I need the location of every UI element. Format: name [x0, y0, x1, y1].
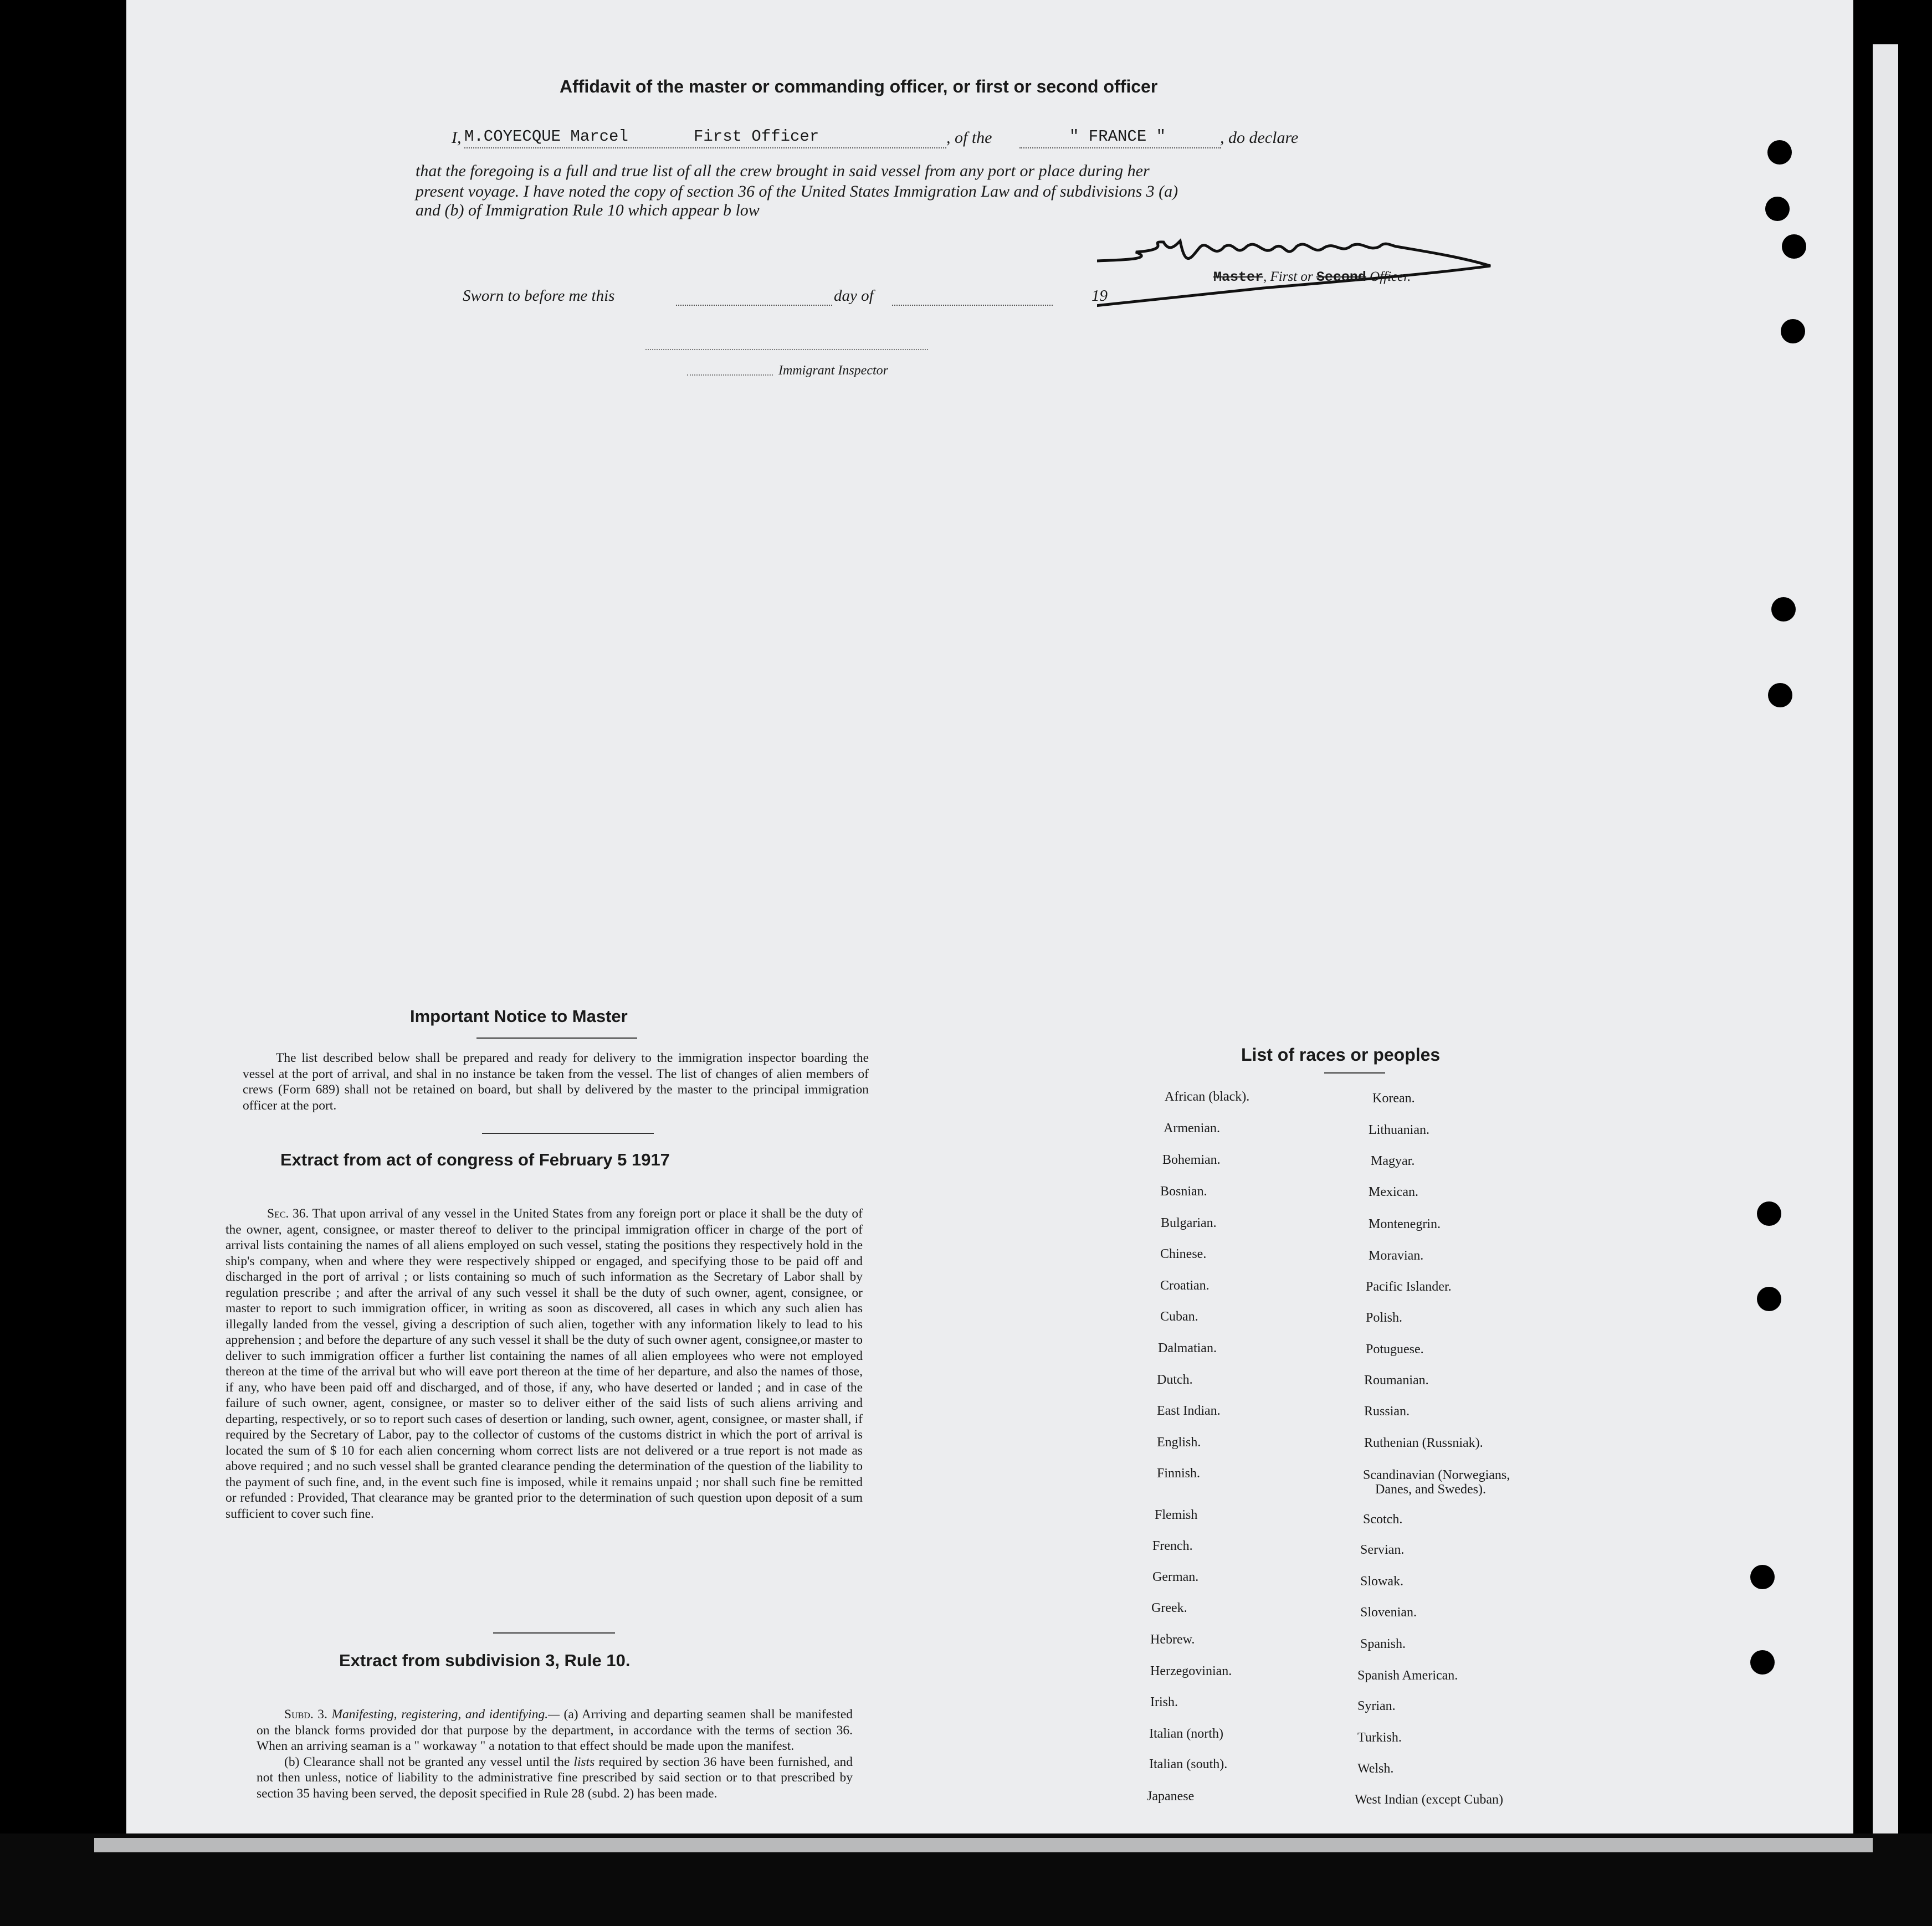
section-36-label: Sec. 36. [267, 1206, 309, 1221]
race-item: Polish. [1366, 1311, 1403, 1325]
race-item: Russian. [1364, 1404, 1410, 1419]
race-item: Irish. [1150, 1695, 1178, 1709]
race-item: Spanish American. [1357, 1668, 1458, 1683]
punch-hole [1771, 597, 1796, 622]
subd-para-b-prefix: (b) Clearance shall not be granted any vessel until the [284, 1754, 570, 1769]
sworn-year: 19 [1091, 287, 1108, 305]
do-declare-label: , do declare [1220, 129, 1299, 147]
race-item: Armenian. [1164, 1121, 1220, 1136]
inspector-label: Immigrant Inspector [778, 363, 888, 378]
subd-para-b-lists: lists [573, 1754, 595, 1769]
rule-10-para-b [257, 1754, 853, 1802]
race-item: Spanish. [1360, 1637, 1406, 1651]
punch-hole [1757, 1201, 1781, 1226]
sworn-day-label: day of [834, 287, 874, 305]
section-36-body: That upon arrival of any vessel in the United States from any foreign port or place it shall be the duty of the owner, agent, consignee, or master thereof to deliver to the principal immigration officer in charge of the port of arrival lists containing the names of all aliens employed on such vessel, stating the positions they respectively hold in the ship's company, when and where they were respectively shipped or engaged, and specifying those to be paid off and discharged in the port of arrival ; or lists containing so much of such information as the Secretary of Labor shall by regulation prescribe ; and after the arrival of any such vessel it shall be the duty of such owner, agent, consignee, or master to report to such immigration officer, in writing as soon as discovered, all cases in which any such alien has illegally landed from the vessel, giving a description of such alien, together with any information likely to lead to his apprehension ; and before the departure of any such vessel it shall be the duty of such owner agent, consignee,or master to deliver to such immigration officer a further list containing the names of all alien employees who were not employed thereon at the time of the arrival but who will eave port thereon at the time of her departure, and also the names of those, if any, who have been paid off and discharged, and of those, if any, who have deserted or landed ; and in case of the failure of such owner, agent, consignee, or master so to deliver either of the said lists of such aliens arriving and departing, respectively, or so to report such cases of desertion or landing, such owner, agent, consignee, or master shall, if required by the Secretary of Labor, pay to the collector of customs of the customs district in which the port of arrival is located the sum of $ 10 for each alien concerning whom correct lists are not delivered or a true report is not made as above required ; and no such vessel shall be granted clearance pending the determination of the question of the liability to the payment of such fine, and, in the event such fine is imposed, while it remains unpaid ; nor shall such fine be remitted or refunded : Provided, That clearance may be granted prior to the determination of such question upon deposit of a sum sufficient to cover such fine. [226, 1206, 863, 1521]
race-item: Syrian. [1357, 1699, 1396, 1713]
race-item: Servian. [1360, 1543, 1405, 1557]
race-item: Turkish. [1357, 1730, 1402, 1745]
race-item: Italian (north) [1149, 1727, 1223, 1741]
punch-hole [1765, 197, 1790, 221]
notice-text: The list described below shall be prepared and ready for delivery to the immigration inspector boarding the vessel at the port of arrival, and shal in no instance be taken from the vessel. The list of changes of alien members of crews (Form 689) shall not be retained on board, but shall by delivered by the master to the principal immigration officer at the port. [243, 1051, 869, 1113]
race-item: Moravian. [1369, 1249, 1424, 1263]
race-item: Roumanian. [1364, 1373, 1429, 1388]
subd-heading: Manifesting, registering, and identifying.— [331, 1707, 560, 1722]
race-item: Bosnian. [1160, 1184, 1207, 1199]
races-title-rule [1324, 1072, 1385, 1074]
race-item: Bulgarian. [1161, 1216, 1217, 1230]
race-item: Finnish. [1157, 1466, 1201, 1481]
race-item: Bohemian. [1162, 1153, 1221, 1167]
affidavit-prefix: I, [452, 129, 462, 147]
caption-mid: , First or [1263, 269, 1313, 284]
page-edge-strip [1873, 44, 1898, 1839]
affidavit-line-3: present voyage. I have noted the copy of section 36 of the United States Immigration Law and of subdivisions 3 (a) [416, 182, 1178, 201]
race-item: African (black). [1165, 1090, 1250, 1104]
affidavit-line-4: and (b) of Immigration Rule 10 which appear b low [416, 201, 760, 219]
race-item: Greek. [1151, 1601, 1187, 1615]
punch-hole [1768, 683, 1792, 707]
race-item: Cuban. [1160, 1309, 1198, 1324]
race-item: Slowak. [1360, 1574, 1403, 1589]
race-item: West Indian (except Cuban) [1355, 1793, 1503, 1807]
officer-name: M.COYECQUE Marcel [464, 127, 628, 146]
race-item: Korean. [1372, 1091, 1415, 1106]
race-item: Slovenian. [1360, 1605, 1417, 1620]
notice-title-rule [476, 1038, 637, 1039]
inspector-dotted-line [687, 374, 773, 376]
race-item: East Indian. [1157, 1404, 1221, 1418]
signature-caption [1213, 269, 1411, 285]
race-item: Montenegrin. [1369, 1217, 1441, 1231]
race-item: Lithuanian. [1369, 1123, 1429, 1137]
race-item: Dutch. [1157, 1373, 1193, 1387]
race-item: Welsh. [1357, 1761, 1394, 1776]
rule-10-para-a [257, 1707, 853, 1754]
section-divider-2 [493, 1632, 615, 1634]
race-item: Herzegovinian. [1150, 1664, 1232, 1678]
subd-para-a: (a) Arriving and departing seamen shall be manifested on the blanck forms provided dor that purpose by the department, in accordance with the terms of section 36. When an arriving seaman is a " workaway " a notation to that effect should be made upon the manifest. [257, 1707, 853, 1753]
sworn-prefix: Sworn to before me this [463, 287, 615, 305]
punch-hole [1782, 234, 1806, 259]
of-the-label: , of the [946, 129, 992, 147]
race-item: Potuguese. [1366, 1342, 1424, 1357]
affidavit-title: Affidavit of the master or commanding officer, or first or second officer [560, 76, 1158, 96]
race-item: Dalmatian. [1158, 1341, 1217, 1355]
inspector-signature-line [645, 349, 928, 350]
caption-struck-second: Second [1316, 269, 1366, 285]
subd-para-b-rest: required by section 36 have been furnished, and not then unless, notice of liability to the administrative fine prescribed by said section or to that prescribed by section 35 having been served, the deposit specified in Rule 28 (subd. 2) has been made. [257, 1754, 853, 1801]
caption-struck-master: Master [1213, 269, 1264, 285]
sworn-line [463, 287, 1108, 305]
extract-rule-title: Extract from subdivision 3, Rule 10. [339, 1651, 631, 1670]
race-item: German. [1152, 1570, 1199, 1584]
race-item: Japanese [1147, 1789, 1195, 1804]
caption-officer: Officer. [1370, 269, 1411, 284]
race-item: Flemish [1155, 1508, 1198, 1522]
rule-10-text [257, 1707, 853, 1801]
punch-hole [1750, 1650, 1775, 1675]
race-item: Croatian. [1160, 1278, 1210, 1293]
subd-label: Subd. 3. [284, 1707, 327, 1722]
race-item: Chinese. [1160, 1247, 1207, 1261]
section-divider-1 [482, 1133, 654, 1134]
document-page [126, 0, 1853, 1833]
affidavit-line-2: that the foregoing is a full and true list of all the crew brought in said vessel from any port or place during her [416, 162, 1150, 180]
officer-rank: First Officer [694, 127, 819, 146]
punch-hole [1781, 319, 1805, 343]
notice-title: Important Notice to Master [410, 1006, 628, 1026]
race-item: Hebrew. [1150, 1632, 1195, 1647]
vessel-name: " FRANCE " [1069, 127, 1166, 146]
race-item: French. [1152, 1539, 1193, 1553]
punch-hole [1750, 1565, 1775, 1589]
signature-text: MCoyecque [1164, 261, 1191, 268]
race-item: Danes, and Swedes). [1375, 1482, 1486, 1497]
punch-hole [1767, 140, 1792, 165]
races-title: List of races or peoples [1241, 1045, 1441, 1065]
scan-bottom-line [94, 1838, 1873, 1852]
race-item: Ruthenian (Russniak). [1364, 1436, 1483, 1450]
race-item: Scandinavian (Norwegians, [1363, 1468, 1510, 1482]
race-item: Magyar. [1371, 1154, 1415, 1168]
race-item: English. [1157, 1435, 1201, 1450]
race-item: Pacific Islander. [1366, 1280, 1452, 1294]
race-item: Italian (south). [1149, 1757, 1228, 1771]
extract-act-title: Extract from act of congress of February 5 1917 [280, 1150, 670, 1169]
race-item: Scotch. [1363, 1512, 1403, 1527]
race-item: Mexican. [1369, 1185, 1418, 1199]
punch-hole [1757, 1287, 1781, 1311]
section-36-text [226, 1206, 863, 1522]
